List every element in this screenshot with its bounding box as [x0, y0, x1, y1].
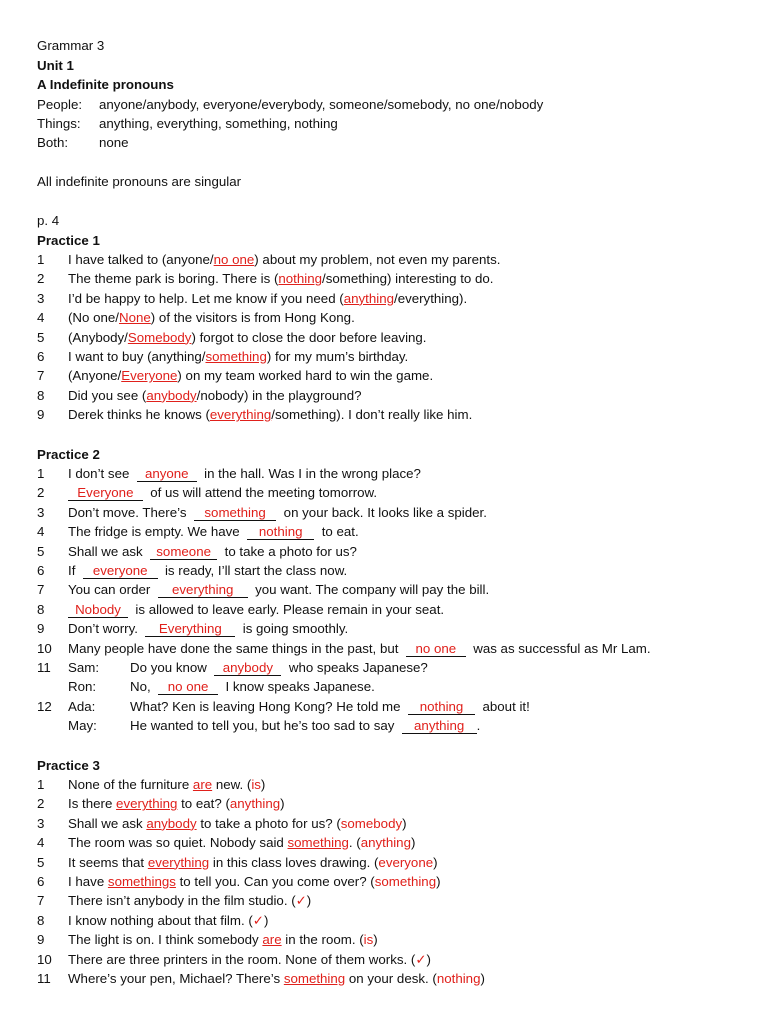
category-label: Things: — [37, 116, 81, 131]
item-number: 9 — [37, 621, 45, 637]
item-sentence — [68, 483, 377, 502]
sentence-part: ) forgot to close the door before leaving. — [191, 329, 427, 345]
sentence-part: Shall we ask — [68, 815, 147, 831]
practice2-item — [0, 619, 768, 638]
correction: something — [374, 874, 437, 889]
course-title — [37, 36, 104, 55]
practice2-item — [0, 580, 768, 599]
sentence-part: /something) interesting to do. — [322, 271, 494, 287]
sentence-part: If — [68, 563, 76, 578]
item-number: 3 — [37, 504, 45, 520]
sentence-part: (No one/ — [68, 310, 119, 326]
practice2-item — [0, 542, 768, 561]
item-number: 6 — [37, 874, 45, 889]
item-number: 3 — [37, 815, 45, 831]
sentence-part: No, — [130, 679, 151, 695]
sentence-part: (Anyone/ — [68, 368, 122, 384]
sentence-part: The light is on. I think somebody — [68, 932, 263, 948]
sentence-part: There are three printers in the room. None of them works. ( — [68, 951, 416, 967]
practice3-item — [0, 930, 768, 949]
sentence-part: /nobody) in the playground? — [196, 387, 362, 403]
practice3-item — [0, 833, 768, 852]
answer-underlined: Somebody — [127, 329, 192, 345]
correction: everyone — [378, 854, 434, 870]
sentence-part: /everything). — [394, 290, 468, 306]
practice2-title — [37, 445, 100, 464]
answer-underlined: None — [119, 310, 151, 326]
item-number: 11 — [37, 660, 51, 675]
page-reference-text: p. 4 — [37, 213, 60, 228]
answer-blank[interactable]: Everyone — [68, 485, 143, 501]
answer-underlined: everything — [209, 407, 272, 423]
sentence-part: on your back. It looks like a spider. — [283, 504, 487, 520]
item-sentence — [68, 580, 489, 599]
answer-underlined: something — [205, 349, 267, 364]
sentence-part: I don’t see — [68, 466, 130, 481]
practice3-item — [0, 794, 768, 813]
item-number: 6 — [37, 349, 45, 364]
item-sentence — [68, 328, 427, 347]
practice1-item — [0, 328, 768, 347]
answer-underlined: anything — [343, 290, 394, 306]
error-underlined: are — [192, 777, 213, 792]
item-sentence — [68, 619, 348, 638]
item-number: 9 — [37, 932, 45, 948]
sentence-part: What? Ken is leaving Hong Kong? He told me — [130, 698, 401, 714]
practice3-item — [0, 814, 768, 833]
correction: anything — [360, 835, 411, 851]
item-sentence — [68, 366, 433, 385]
sentence-part: ) — [433, 854, 438, 870]
practice2-item — [0, 600, 768, 619]
correction: anything — [229, 796, 281, 812]
sentence-part: ) — [436, 874, 441, 889]
speaker-name: Ada: — [68, 698, 96, 714]
item-sentence — [68, 969, 485, 988]
rule-note-text: All indefinite pronouns are singular — [37, 174, 242, 189]
sentence-part: you want. The company will pay the bill. — [255, 582, 490, 598]
sentence-part: to take a photo for us? ( — [196, 815, 341, 831]
sentence-part: Did you see ( — [68, 387, 147, 403]
sentence-part: The fridge is empty. We have — [68, 524, 240, 540]
error-underlined: something — [287, 835, 349, 851]
item-sentence — [68, 308, 355, 327]
item-sentence — [68, 911, 268, 930]
item-number: 5 — [37, 543, 45, 559]
item-sentence — [68, 503, 487, 522]
correction: nothing — [436, 971, 481, 986]
practice3-item — [0, 775, 768, 794]
error-underlined: are — [262, 932, 282, 948]
sentence-part: Is there — [68, 796, 117, 812]
item-number: 10 — [37, 640, 52, 656]
answer-underlined: anybody — [146, 387, 197, 403]
item-sentence — [68, 600, 444, 619]
item-number: 7 — [37, 893, 45, 909]
item-sentence — [68, 853, 438, 872]
unit-title — [37, 56, 74, 75]
sentence-part: to take a photo for us? — [224, 543, 357, 559]
item-sentence — [68, 386, 361, 405]
item-number: 1 — [37, 252, 45, 267]
unit-title-text: Unit 1 — [37, 58, 74, 73]
item-sentence — [68, 269, 494, 288]
practice1-item — [0, 250, 768, 269]
answer-blank[interactable]: anybody — [214, 660, 281, 676]
sentence-part: was as successful as Mr Lam. — [473, 640, 651, 656]
practice3-item — [0, 911, 768, 930]
sentence-part: I want to buy (anything/ — [68, 349, 206, 364]
item-number: 7 — [37, 582, 45, 598]
sentence-part: new. ( — [212, 777, 252, 792]
check-icon: ✓ — [295, 893, 307, 909]
sentence-part: ) — [260, 777, 266, 792]
answer-blank[interactable]: nothing — [247, 524, 314, 540]
course-title-text: Grammar 3 — [37, 38, 105, 53]
error-underlined: everything — [147, 854, 210, 870]
practice2-item — [0, 464, 768, 483]
sentence-part: He wanted to tell you, but he’s too sad to say — [130, 718, 395, 734]
sentence-part: You can order — [68, 582, 151, 598]
correction: somebody — [340, 815, 403, 831]
category-row — [37, 95, 543, 114]
item-number: 8 — [37, 601, 45, 617]
sentence-part: I’d be happy to help. Let me know if you need ( — [68, 290, 344, 306]
answer-blank[interactable]: no one — [406, 641, 466, 657]
practice2-item — [0, 483, 768, 502]
category-row — [37, 133, 129, 152]
sentence-part: ) — [373, 932, 378, 948]
item-sentence — [130, 677, 375, 696]
answer-blank[interactable]: anything — [402, 718, 477, 734]
check-icon: ✓ — [252, 912, 264, 928]
sentence-part: who speaks Japanese? — [288, 660, 428, 675]
error-underlined: everything — [116, 796, 178, 812]
sentence-part: ) — [480, 971, 485, 986]
item-sentence — [68, 347, 408, 366]
sentence-part: It seems that — [68, 854, 148, 870]
sentence-part: ) — [280, 796, 285, 812]
item-sentence — [68, 794, 285, 813]
sentence-part: in the room. ( — [281, 932, 364, 948]
sentence-part: ) — [410, 835, 416, 851]
practice3-item — [0, 950, 768, 969]
practice1-item — [0, 289, 768, 308]
answer-blank[interactable]: someone — [150, 544, 217, 560]
sentence-part: ) — [426, 951, 431, 967]
item-number: 7 — [37, 368, 45, 384]
category-row — [37, 114, 338, 133]
item-number: 10 — [37, 951, 52, 967]
item-number: 11 — [37, 971, 51, 986]
section-title-text: A Indefinite pronouns — [37, 77, 174, 92]
item-number: 8 — [37, 912, 45, 928]
item-number: 5 — [37, 329, 45, 345]
item-number: 1 — [37, 466, 45, 481]
sentence-part: . — [476, 718, 481, 734]
answer-blank[interactable]: anyone — [137, 466, 197, 482]
item-sentence — [68, 250, 500, 269]
item-sentence — [68, 542, 357, 561]
practice1-title — [37, 231, 100, 250]
answer-blank[interactable]: something — [194, 505, 276, 521]
item-sentence — [68, 833, 415, 852]
sentence-part: Do you know — [130, 660, 207, 675]
practice1-item — [0, 405, 768, 424]
sentence-part: ) on my team worked hard to win the game. — [177, 368, 434, 384]
practice3-item — [0, 872, 768, 891]
item-sentence — [130, 697, 530, 716]
sentence-part: The theme park is boring. There is ( — [68, 271, 279, 287]
sentence-part: to eat. — [321, 524, 359, 540]
category-label: Both: — [37, 135, 69, 150]
sentence-part: I have talked to (anyone/ — [68, 252, 214, 267]
speaker-name: Sam: — [68, 660, 100, 675]
answer-blank[interactable]: Nobody — [68, 602, 128, 618]
sentence-part: Many people have done the same things in the past, but — [68, 640, 399, 656]
error-underlined: somethings — [107, 874, 176, 889]
sentence-part: is allowed to leave early. Please remain in your seat. — [135, 601, 445, 617]
item-number: 2 — [37, 485, 45, 501]
item-sentence — [68, 561, 347, 580]
sentence-part: to eat? ( — [177, 796, 230, 812]
error-underlined: something — [283, 971, 346, 986]
item-number: 8 — [37, 387, 45, 403]
item-number: 4 — [37, 524, 45, 540]
practice1-item — [0, 386, 768, 405]
sentence-part: I know nothing about that film. ( — [68, 912, 253, 928]
sentence-part: There isn’t anybody in the film studio. ( — [68, 893, 296, 909]
answer-blank[interactable]: nothing — [408, 699, 475, 715]
item-number: 5 — [37, 854, 45, 870]
error-underlined: anybody — [146, 815, 197, 831]
practice2-item — [0, 639, 768, 658]
sentence-part: Don’t worry. — [68, 621, 138, 637]
practice2-item — [0, 716, 768, 735]
item-sentence — [68, 775, 265, 794]
sentence-part: The room was so quiet. Nobody said — [68, 835, 288, 851]
item-sentence — [68, 930, 378, 949]
item-sentence — [68, 639, 651, 658]
speaker-name: Ron: — [68, 679, 97, 695]
item-sentence — [68, 405, 472, 424]
item-sentence — [68, 891, 311, 910]
answer-blank[interactable]: Everything — [145, 621, 235, 637]
practice1-item — [0, 366, 768, 385]
check-icon: ✓ — [415, 951, 427, 967]
sentence-part: ) — [263, 912, 269, 928]
item-number: 1 — [37, 777, 45, 792]
sentence-part: is going smoothly. — [242, 621, 349, 637]
practice1-title-text: Practice 1 — [37, 233, 100, 248]
rule-note — [37, 172, 241, 191]
correction: is — [363, 932, 374, 948]
sentence-part: (Anybody/ — [68, 329, 128, 345]
sentence-part: is ready, I’ll start the class now. — [164, 563, 348, 578]
item-number: 9 — [37, 407, 45, 423]
sentence-part: . ( — [348, 835, 361, 851]
practice2-item — [0, 658, 768, 677]
category-label: People: — [37, 97, 83, 112]
sentence-part: of us will attend the meeting tomorrow. — [150, 485, 378, 501]
item-sentence — [68, 872, 441, 891]
speaker-name: May: — [68, 718, 97, 734]
sentence-part: Don’t move. There’s — [68, 504, 187, 520]
sentence-part: to tell you. Can you come over? ( — [175, 874, 375, 889]
item-sentence — [130, 716, 480, 735]
sentence-part: ) of the visitors is from Hong Kong. — [150, 310, 355, 326]
answer-underlined: no one — [213, 252, 255, 267]
item-number: 6 — [37, 563, 45, 578]
correction: is — [251, 777, 261, 792]
item-sentence — [68, 814, 407, 833]
practice2-item — [0, 697, 768, 716]
item-sentence — [68, 522, 359, 541]
item-sentence — [68, 950, 431, 969]
item-number: 2 — [37, 271, 45, 287]
category-value: anyone/anybody, everyone/everybody, someone/somebody, no one/nobody — [99, 97, 544, 112]
practice1-item — [0, 269, 768, 288]
sentence-part: /something). I don’t really like him. — [271, 407, 473, 423]
sentence-part: ) — [306, 893, 312, 909]
answer-underlined: Everyone — [121, 368, 178, 384]
sentence-part: Where’s your pen, Michael? There’s — [68, 971, 284, 986]
practice3-item — [0, 891, 768, 910]
practice2-title-text: Practice 2 — [37, 447, 100, 462]
item-number: 4 — [37, 835, 45, 851]
item-number: 3 — [37, 290, 45, 306]
item-number: 2 — [37, 796, 45, 812]
item-sentence — [68, 464, 421, 483]
sentence-part: in this class loves drawing. ( — [209, 854, 379, 870]
sentence-part: Shall we ask — [68, 543, 143, 559]
sentence-part: I have — [68, 874, 108, 889]
sentence-part: Derek thinks he knows ( — [68, 407, 210, 423]
practice3-title-text: Practice 3 — [37, 758, 100, 773]
answer-blank[interactable]: no one — [158, 679, 218, 695]
practice1-item — [0, 347, 768, 366]
item-sentence — [130, 658, 428, 677]
item-number: 12 — [37, 698, 52, 714]
sentence-part: ) — [402, 815, 407, 831]
sentence-part: I know speaks Japanese. — [225, 679, 375, 695]
sentence-part: in the hall. Was I in the wrong place? — [204, 466, 421, 481]
sentence-part: ) for my mum’s birthday. — [266, 349, 409, 364]
practice2-item — [0, 503, 768, 522]
practice2-item — [0, 677, 768, 696]
item-sentence — [68, 289, 467, 308]
sentence-part: on your desk. ( — [345, 971, 437, 986]
practice2-item — [0, 561, 768, 580]
practice2-item — [0, 522, 768, 541]
answer-blank[interactable]: everything — [158, 582, 248, 598]
practice1-item — [0, 308, 768, 327]
category-value: none — [99, 135, 129, 150]
answer-blank[interactable]: everyone — [83, 563, 158, 579]
practice3-item — [0, 853, 768, 872]
answer-underlined: nothing — [278, 271, 323, 287]
practice3-title — [37, 756, 100, 775]
page-reference — [37, 211, 59, 230]
sentence-part: ) about my problem, not even my parents. — [254, 252, 501, 267]
sentence-part: None of the furniture — [68, 777, 193, 792]
section-title — [37, 75, 174, 94]
category-value: anything, everything, something, nothing — [99, 116, 338, 131]
practice3-item — [0, 969, 768, 988]
item-number: 4 — [37, 310, 45, 326]
sentence-part: about it! — [482, 698, 530, 714]
